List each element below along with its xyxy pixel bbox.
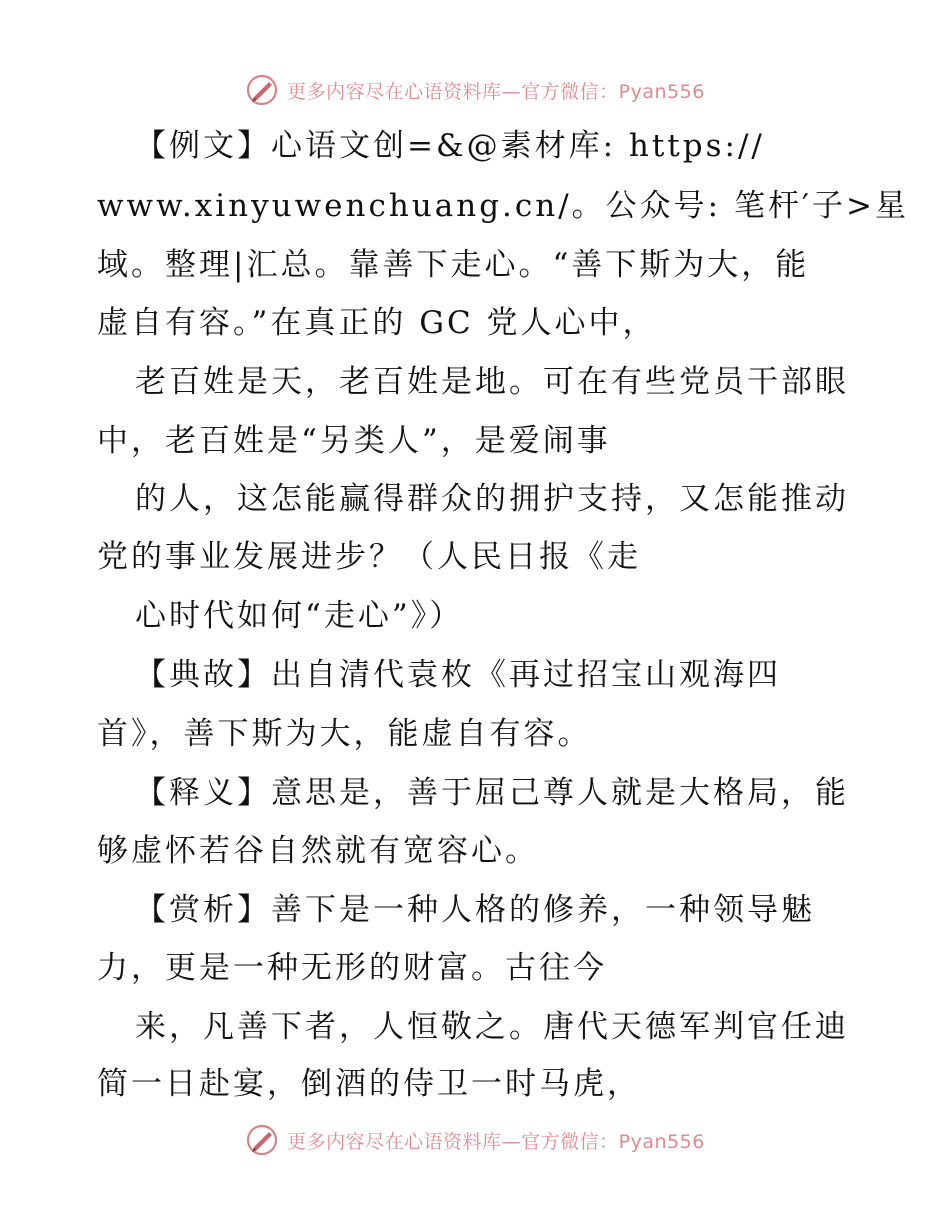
text-line: 够虚怀若谷自然就有宽容心。	[97, 833, 539, 869]
text-line: 来，凡善下者，人恒敬之。唐代天德军判官任迪	[135, 1009, 849, 1045]
text-line: www.xinyuwenchuang.cn/。公众号: 笔杆′子>星	[97, 188, 909, 224]
text-line: 【典故】出自清代袁枚《再过招宝山观海四	[135, 657, 781, 693]
text-line: 首》，善下斯为大，能虚自有容。	[97, 716, 592, 752]
text-line: 老百姓是天，老百姓是地。可在有些党员干部眼	[135, 364, 849, 400]
text-line: 力，更是一种无形的财富。古往今	[97, 950, 607, 986]
text-line: 心时代如何“走心”》）	[135, 598, 464, 634]
watermark-text: 更多内容尽在心语资料库—官方微信：Pyan556	[287, 80, 705, 103]
text-line: 党的事业发展进步？（人民日报《走	[97, 539, 641, 575]
text-line: 域。整理|汇总。靠善下走心。“善下斯为大，能	[97, 247, 810, 283]
footer-watermark	[0, 1120, 950, 1160]
text-line: 的人，这怎能赢得群众的拥护支持，又怎能推动	[135, 481, 849, 517]
text-line: 【释义】意思是，善于屈己尊人就是大格局，能	[135, 775, 849, 811]
pen-logo-icon	[245, 1123, 279, 1157]
text-line: 虚自有容。”在真正的 GC 党人心中，	[97, 305, 657, 341]
text-line: 【例文】心语文创=&@素材库: https://	[135, 128, 765, 164]
text-line: 简一日赴宴，倒酒的侍卫一时马虎，	[97, 1066, 641, 1102]
text-line: 中，老百姓是“另类人”，是爱闹事	[97, 423, 611, 459]
watermark-text: 更多内容尽在心语资料库—官方微信：Pyan556	[287, 1130, 705, 1153]
text-line: 【赏析】善下是一种人格的修养，一种领导魅	[135, 892, 815, 928]
